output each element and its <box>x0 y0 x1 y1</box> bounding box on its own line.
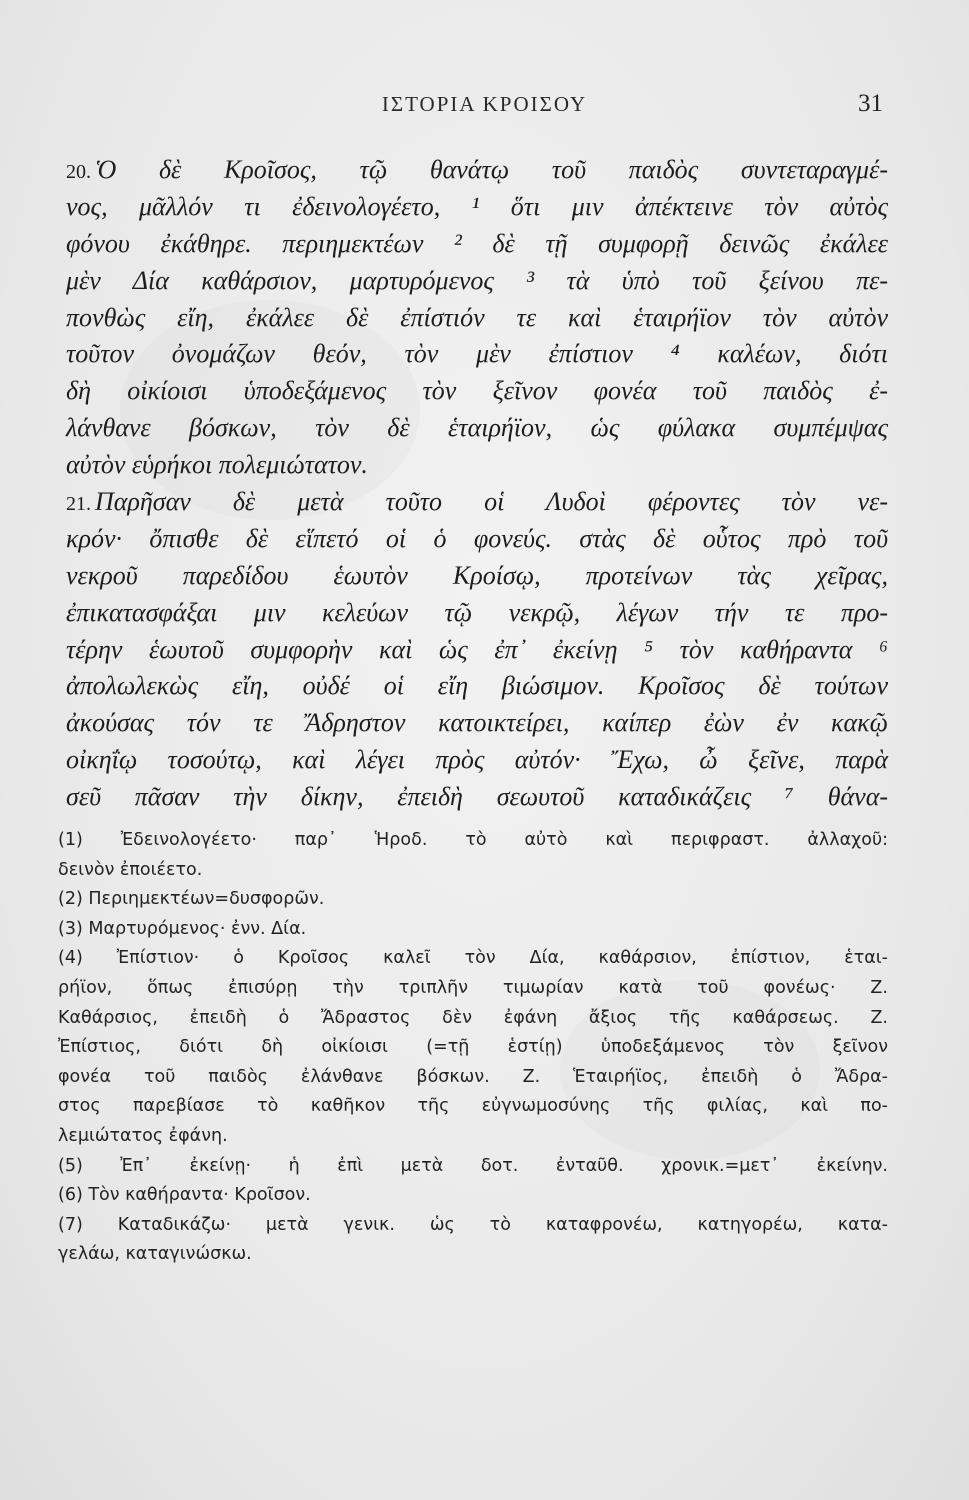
paragraph-number: 21. <box>66 493 91 516</box>
text-line: τοῦτον ὀνομάζων θεόν, τὸν μὲν ἐπίστιον ⁴ καλέων, διότι <box>66 339 888 369</box>
text-line: σεῦ πᾶσαν τὴν δίκην, ἐπειδὴ σεωυτοῦ καταδικάζεις ⁷ θάνα- <box>66 782 888 812</box>
text-line: δὴ οἰκίοισι ὑποδεξάμενος τὸν ξεῖνον φονέα τοῦ παιδὸς ἐ- <box>66 376 888 406</box>
text-line: πονθὼς εἴη, ἐκάλεε δὲ ἐπίστιόν τε καὶ ἑταιρήϊον τὸν αὐτὸν <box>66 302 888 332</box>
text-line: ἐπικατασφάξαι μιν κελεύων τῷ νεκρῷ, λέγων τήν τε προ- <box>66 597 888 627</box>
footnote-line: Καθάρσιος, ἐπειδὴ ὁ Ἄδραστος δὲν ἐφάνη ἄξιος τῆς καθάρσεως. Ζ. <box>58 1007 888 1028</box>
footnote-line: γελάω, καταγινώσκω. <box>58 1244 252 1265</box>
line-text: Ὁ δὲ Κροῖσος, τῷ θανάτῳ τοῦ παιδὸς συντεταραγμέ- <box>95 155 888 184</box>
footnote-line: φονέα τοῦ παιδὸς ἐλάνθανε βόσκων. Ζ. Ἑταιρήϊος, ἐπειδὴ ὁ Ἄδρα- <box>58 1066 888 1087</box>
footnote-line: (6) Τὸν καθήραντα· Κροῖσον. <box>58 1185 311 1206</box>
footnotes <box>58 826 888 1270</box>
footnote-line: λεμιώτατος ἐφάνη. <box>58 1125 228 1146</box>
footnote-line: στος παρεβίασε τὸ καθῆκον τῆς εὐγνωμοσύνης τῆς φιλίας, καὶ πο- <box>58 1096 888 1117</box>
text-line: λάνθανε βόσκων, τὸν δὲ ἑταιρήϊον, ὡς φύλακα συμπέμψας <box>66 413 888 443</box>
footnote-line: ρήϊον, ὅπως ἐπισύρῃ τὴν τριπλῆν τιμωρίαν κατὰ τοῦ φονέως· Ζ. <box>58 977 888 998</box>
footnote-line: δεινὸν ἐποιέετο. <box>58 859 203 880</box>
text-line <box>66 484 888 521</box>
text-line: οἰκηΐῳ τοσούτῳ, καὶ λέγει πρὸς αὐτόν· Ἔχω, ὦ ξεῖνε, παρὰ <box>66 745 888 775</box>
footnote-line: (4) Ἐπίστιον· ὁ Κροῖσος καλεῖ τὸν Δία, καθάρσιον, ἐπίστιον, ἑται- <box>58 948 888 969</box>
text-line: ἀπολωλεκὼς εἴη, οὐδέ οἱ εἴη βιώσιμον. Κροῖσος δὲ τούτων <box>66 671 888 701</box>
text-line: νος, μᾶλλόν τι ἐδεινολογέετο, ¹ ὅτι μιν ἀπέκτεινε τὸν αὐτὸς <box>66 191 888 221</box>
page-header <box>80 92 889 132</box>
text-line: φόνου ἐκάθηρε. περιημεκτέων ² δὲ τῇ συμφορῇ δεινῶς ἐκάλεε <box>66 228 888 258</box>
text-line: αὐτὸν εὑρήκοι πολεμιώτατον. <box>66 450 368 480</box>
text-line <box>66 152 888 189</box>
text-line: μὲν Δία καθάρσιον, μαρτυρόμενος ³ τὰ ὑπὸ τοῦ ξείνου πε- <box>66 265 888 295</box>
footnote-line: (1) Ἐδεινολογέετο· παρ᾽ Ἡροδ. τὸ αὐτὸ καὶ περιφραστ. ἀλλαχοῦ: <box>58 830 888 850</box>
page-number: 31 <box>858 90 883 117</box>
footnote-line: (3) Μαρτυρόμενος· ἐνν. Δία. <box>58 918 307 939</box>
footnote-line: (5) Ἐπ᾽ ἐκείνῃ· ἡ ἐπὶ μετὰ δοτ. ἐνταῦθ. χρονικ.=μετ᾽ ἐκείνην. <box>58 1155 888 1176</box>
footnote-line: (7) Καταδικάζω· μετὰ γενικ. ὡς τὸ καταφρονέω, κατηγορέω, κατα- <box>58 1214 888 1235</box>
text-line: νεκροῦ παρεδίδου ἑωυτὸν Κροίσῳ, προτείνων τὰς χεῖρας, <box>66 560 888 590</box>
text-line: κρόν· ὄπισθε δὲ εἵπετό οἱ ὁ φονεύς. στὰς δὲ οὗτος πρὸ τοῦ <box>66 523 888 553</box>
text-line: τέρην ἑωυτοῦ συμφορὴν καὶ ὡς ἐπ᾽ ἐκείνῃ ⁵ τὸν καθήραντα ⁶ <box>66 634 888 664</box>
running-title: ΙΣΤΟΡΙΑ ΚΡΟΙΣΟΥ <box>381 92 588 116</box>
main-text <box>66 152 888 816</box>
text-line: ἀκούσας τόν τε Ἄδρηστον κατοικτείρει, καίπερ ἐὼν ἐν κακῷ <box>66 708 888 738</box>
paragraph-number: 20. <box>66 161 91 183</box>
footnote-line: Ἐπίστιος, διότι δὴ οἰκίοισι (=τῇ ἑστίῃ) ὑποδεξάμενος τὸν ξεῖνον <box>58 1037 888 1058</box>
line-text: Παρῆσαν δὲ μετὰ τοῦτο οἱ Λυδοὶ φέροντες τὸν νε- <box>95 487 888 517</box>
footnote-line: (2) Περιημεκτέων=δυσφορῶν. <box>58 889 325 910</box>
